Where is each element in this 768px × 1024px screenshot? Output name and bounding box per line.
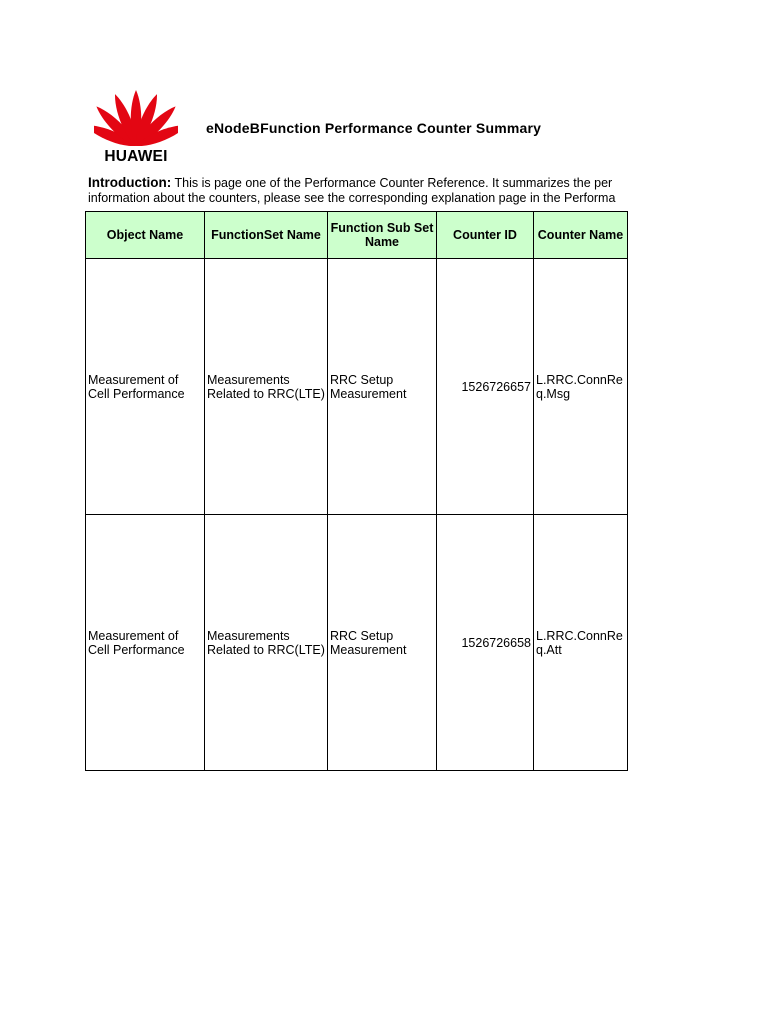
cell-counter-id: 1526726657 (437, 259, 534, 515)
header-object-name: Object Name (86, 212, 205, 259)
intro-line-1 (88, 175, 632, 191)
counter-summary-table (85, 211, 628, 771)
table-row (86, 515, 628, 771)
cell-functionset-name: Measurements Related to RRC(LTE) (205, 259, 328, 515)
cell-function-sub-set-name: RRC Setup Measurement (328, 259, 437, 515)
logo-wordmark: HUAWEI (104, 148, 168, 165)
cell-object-name: Measurement of Cell Performance (86, 259, 205, 515)
cell-function-sub-set-name: RRC Setup Measurement (328, 515, 437, 771)
header-functionset-name: FunctionSet Name (205, 212, 328, 259)
table-header-row (86, 212, 628, 259)
intro-lead: Introduction: (88, 175, 172, 190)
cell-counter-name: L.RRC.ConnReq.Msg (534, 259, 628, 515)
header-function-sub-set-name: Function Sub Set Name (328, 212, 437, 259)
intro-text-1: This is page one of the Performance Counter Reference. It summarizes the per (174, 176, 613, 190)
header-counter-id: Counter ID (437, 212, 534, 259)
cell-object-name: Measurement of Cell Performance (86, 515, 205, 771)
cell-functionset-name: Measurements Related to RRC(LTE) (205, 515, 328, 771)
intro-text-2: information about the counters, please see the corresponding explanation page in the Performa (88, 191, 616, 205)
huawei-logo (94, 88, 178, 168)
header-counter-name: Counter Name (534, 212, 628, 259)
cell-counter-id: 1526726658 (437, 515, 534, 771)
page-title: eNodeBFunction Performance Counter Summary (206, 120, 542, 136)
introduction-paragraph (88, 175, 632, 206)
cell-counter-name: L.RRC.ConnReq.Att (534, 515, 628, 771)
table-row (86, 259, 628, 515)
huawei-petals-icon (94, 88, 178, 146)
